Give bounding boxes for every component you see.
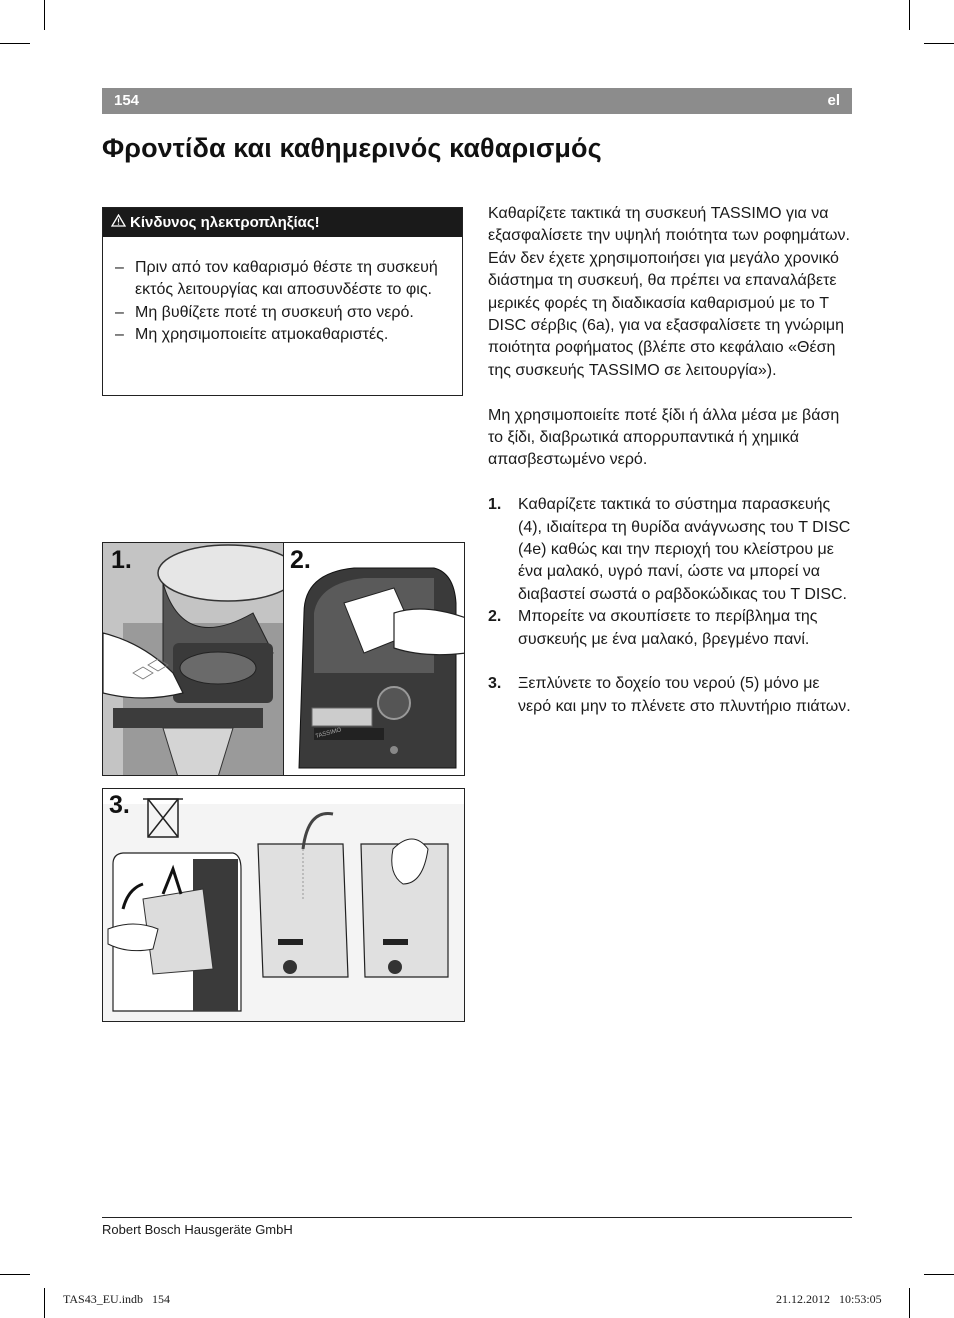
warning-item: – Μη χρησιμοποιείτε ατμοκαθαριστές. [115,324,452,346]
warning-list [103,237,462,347]
step-item [488,606,852,651]
step-number: 3. [488,675,502,693]
crop-mark [924,1274,954,1275]
step-number: 2. [488,608,502,626]
print-slug-file: TAS43_EU.indb 154 [63,1292,171,1306]
crop-mark [44,1288,45,1318]
figure-1-brewing-unit-cleaning [102,542,285,776]
water-tank-illustration [103,789,465,1022]
step-text: Καθαρίζετε τακτικά το σύστημα παρασκευής (4), ιδιαίτερα τη θυρίδα ανάγνωσης του T DISC (4e) καθώς και την περιοχή του κλείστρου με ένα μαλακό, υγρό πανί, ώστε να μπορεί να διαβαστεί σωστά ο ραβδοκώδικας του T DISC. [518,496,851,603]
crop-mark [0,1274,30,1275]
right-column [488,203,852,718]
warning-item: – Μη βυθίζετε ποτέ τη συσκευή στο νερό. [115,302,452,324]
page-title: Φροντίδα και καθημερινός καθαρισμός [102,133,602,163]
page-header-bar [102,88,852,114]
brewing-unit-illustration [103,543,285,776]
crop-mark [924,43,954,44]
figure-3-water-tank-rinsing [102,788,465,1022]
figure-label: 2. [290,546,311,574]
print-slug-date: 21.12.2012 10:53:05 [776,1292,882,1306]
warning-title: Κίνδυνος ηλεκτροπληξίας! [130,214,320,231]
language-code: el [827,92,840,109]
step-text: Ξεπλύνετε το δοχείο του νερού (5) μόνο με νερό και μην το πλένετε στο πλυντήριο πιάτων. [518,675,851,715]
figure-2-housing-wiping [283,542,465,776]
crop-mark [909,1288,910,1318]
machine-housing-illustration [284,543,465,776]
warning-title-bar [103,208,462,237]
intro-paragraph: Καθαρίζετε τακτικά τη συσκευή TASSIMO για να εξασφαλίσετε την υψηλή ποιότητα των ροφημάτων. Εάν δεν έχετε χρησιμοποιήσει για μεγάλο χρονικό διάστημα τη συσκευή, θα πρέπει να επαναλάβετε μερικές φορές τη διαδικασία καθαρισμού με το T DISC σέρβις (6a), για να εξασφαλίσετε τη γνώριμη ποιότητα ροφήματος (βλέπε στο κεφάλαιο «Θέση της συσκευής TASSIMO σε λειτουργία»). [488,205,850,379]
caution-paragraph: Μη χρησιμοποιείτε ποτέ ξίδι ή άλλα μέσα με βάση το ξίδι, διαβρωτικά απορρυπαντικά ή χημικά απασβεστωμένο νερό. [488,406,840,469]
figure-label: 3. [109,791,130,819]
warning-item: – Πριν από τον καθαρισμό θέστε τη συσκευή εκτός λειτουργίας και αποσυνδέστε το φις. [115,257,452,302]
page-number: 154 [114,92,140,109]
footer-company: Robert Bosch Hausgeräte GmbH [102,1222,293,1237]
warning-triangle-icon [111,208,126,237]
crop-mark [909,0,910,30]
machine-brand-text: TASSIMO [314,727,343,740]
crop-mark [44,0,45,30]
cleaning-steps [488,494,852,718]
warning-box [102,207,463,396]
step-number: 1. [488,496,502,514]
step-text: Μπορείτε να σκουπίσετε το περίβλημα της συσκευής με ένα μαλακό, βρεγμένο πανί. [518,608,818,648]
crop-mark [0,43,30,44]
figure-label: 1. [111,546,132,574]
footer-divider [102,1217,852,1218]
step-item [488,673,852,718]
step-item [488,494,852,606]
